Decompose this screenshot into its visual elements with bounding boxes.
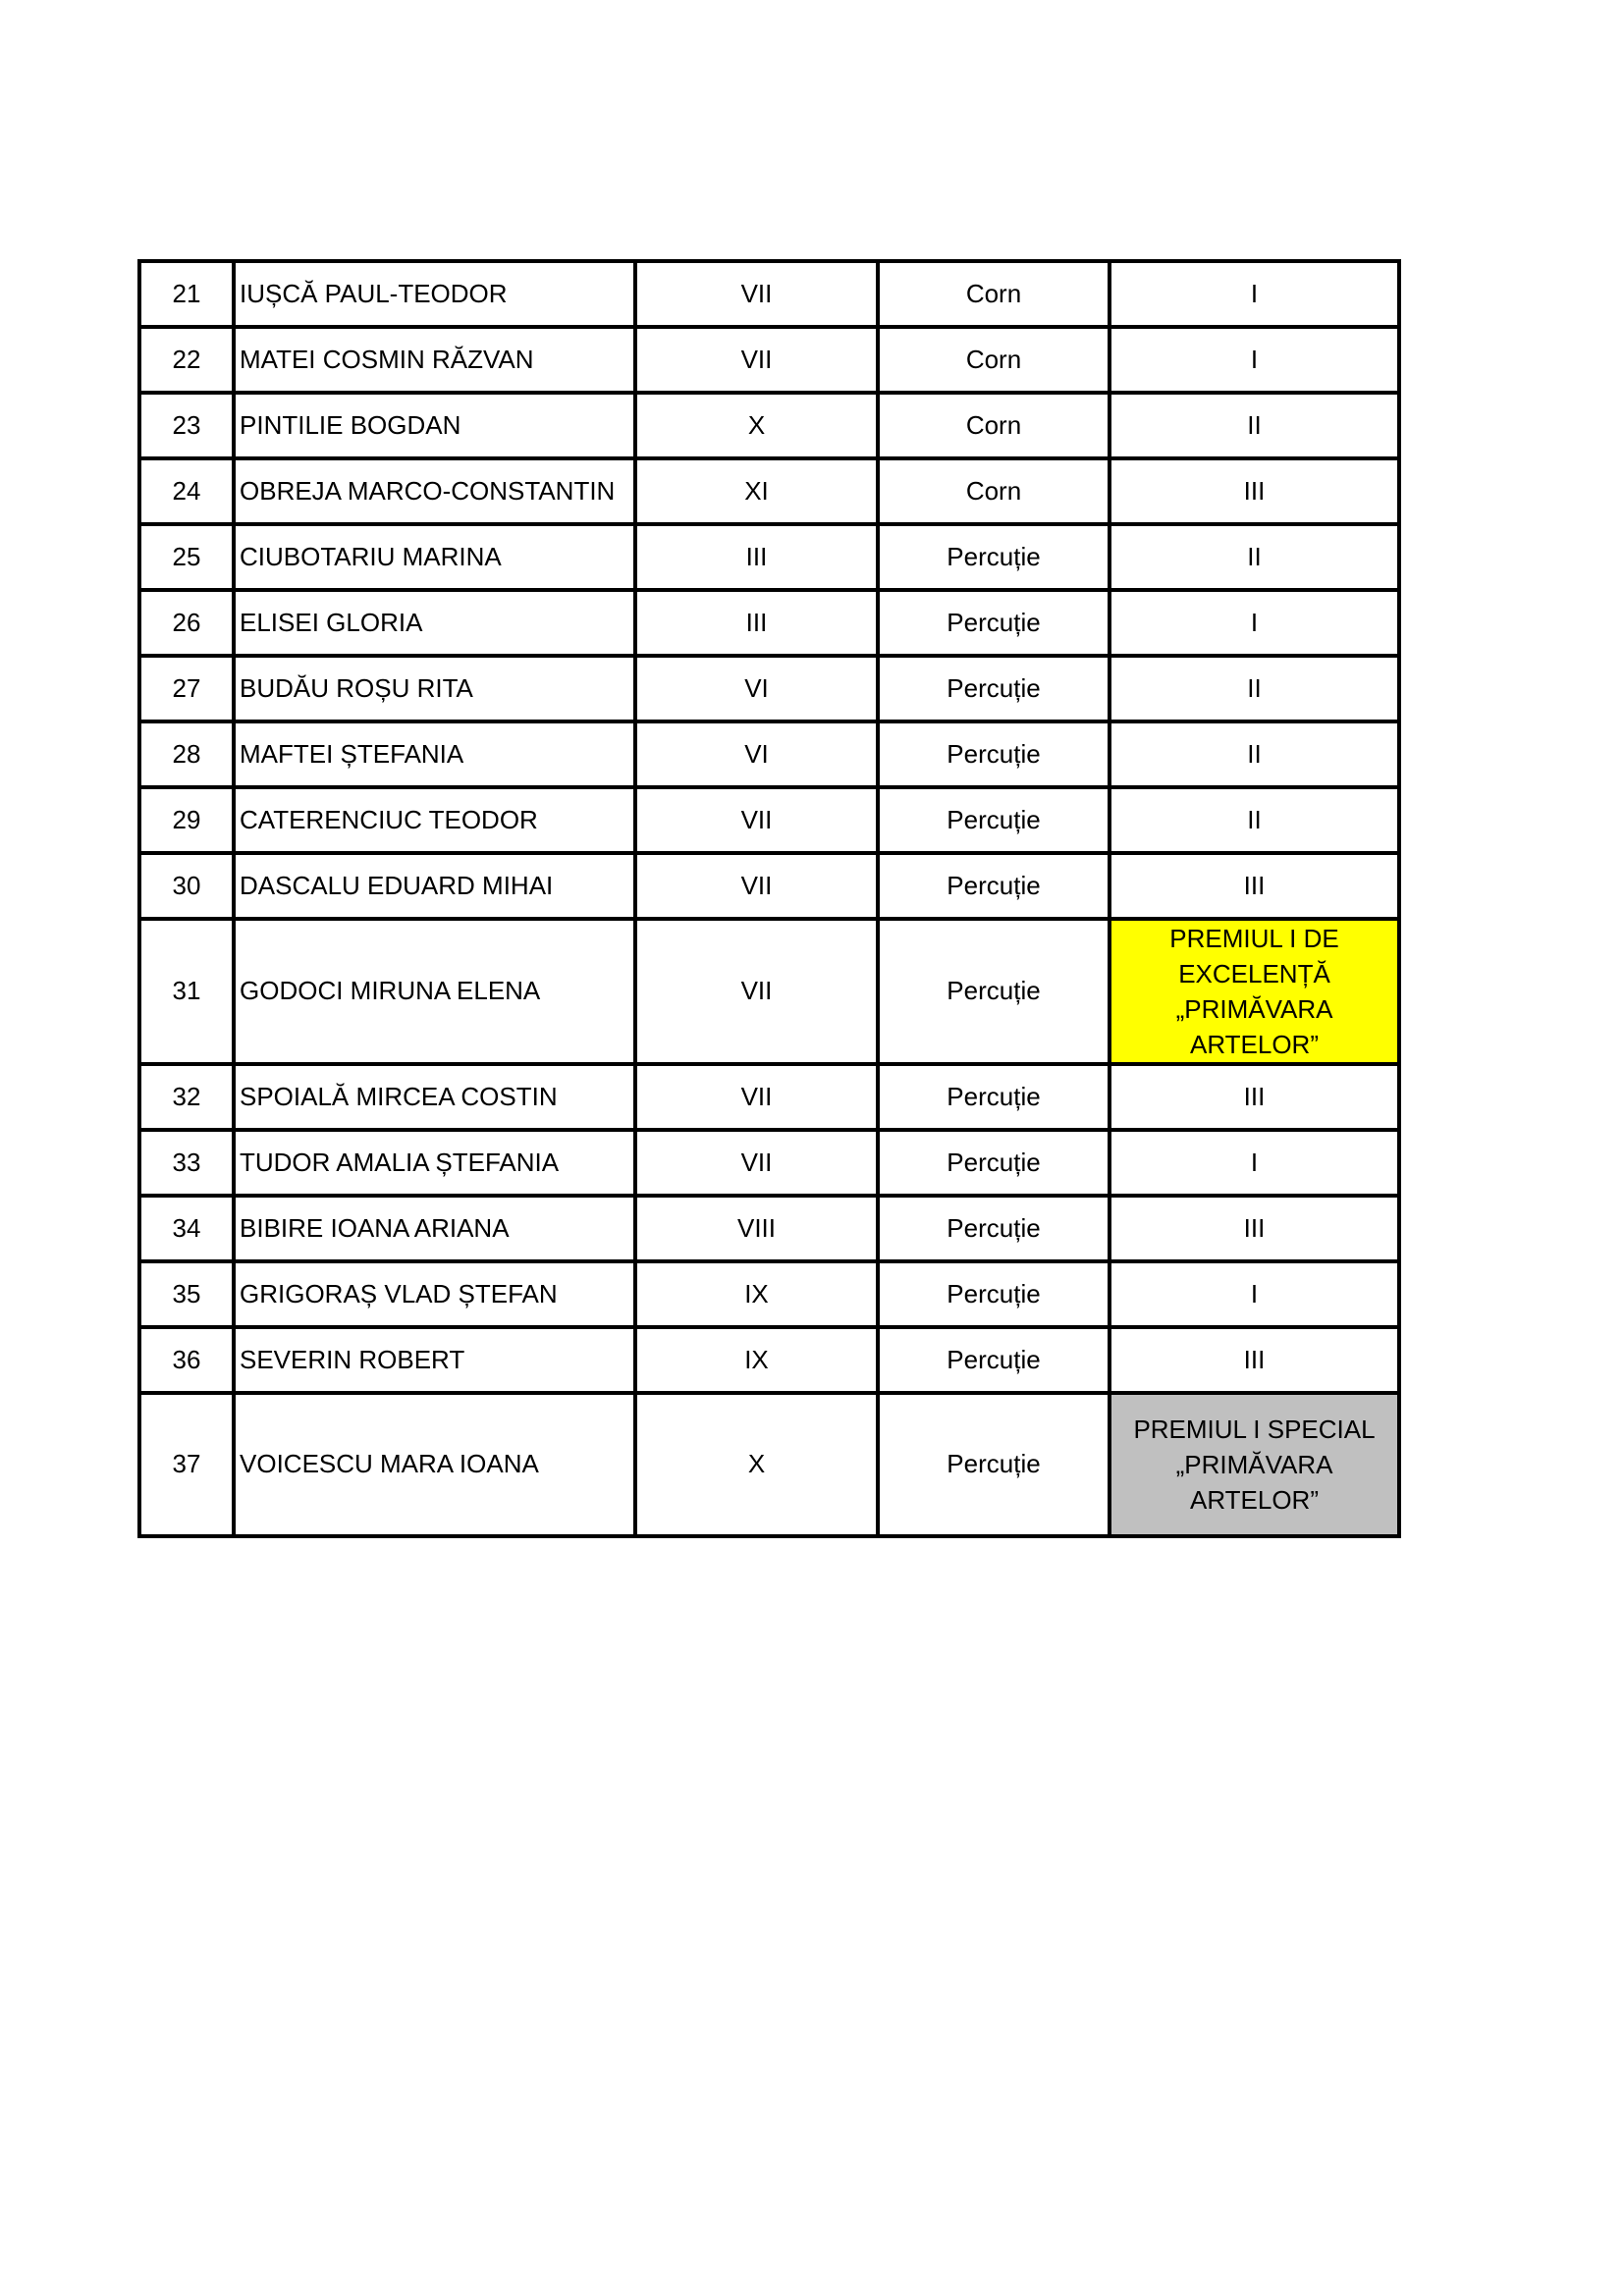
instrument: Percuție [878,721,1110,787]
class-level: IX [635,1327,878,1393]
participant-name: BIBIRE IOANA ARIANA [234,1196,635,1261]
row-number: 32 [139,1064,234,1130]
instrument: Percuție [878,1261,1110,1327]
participant-name: ELISEI GLORIA [234,590,635,656]
award-text-line: EXCELENȚĂ [1178,959,1330,988]
table-row [139,524,1399,590]
instrument: Percuție [878,1393,1110,1536]
table-row [139,853,1399,919]
instrument: Percuție [878,656,1110,721]
prize: I [1110,590,1399,656]
participant-name: GODOCI MIRUNA ELENA [234,919,635,1064]
instrument: Percuție [878,1064,1110,1130]
row-number: 28 [139,721,234,787]
prize: III [1110,1064,1399,1130]
instrument: Percuție [878,1327,1110,1393]
table-row [139,1196,1399,1261]
award-text-line: ARTELOR” [1190,1485,1319,1515]
award-text-line: PREMIUL I DE [1169,924,1339,953]
prize: III [1110,1196,1399,1261]
row-number: 35 [139,1261,234,1327]
row-number: 21 [139,261,234,327]
instrument: Percuție [878,524,1110,590]
participant-name: CIUBOTARIU MARINA [234,524,635,590]
class-level: IX [635,1261,878,1327]
participant-name: BUDĂU ROȘU RITA [234,656,635,721]
table-row [139,458,1399,524]
row-number: 33 [139,1130,234,1196]
participant-name: CATERENCIUC TEODOR [234,787,635,853]
prize: III [1110,1327,1399,1393]
row-number: 27 [139,656,234,721]
table-row [139,919,1399,1064]
row-number: 25 [139,524,234,590]
prize: I [1110,261,1399,327]
table-row [139,590,1399,656]
class-level: X [635,393,878,458]
row-number: 36 [139,1327,234,1393]
class-level: VII [635,919,878,1064]
table-row [139,1393,1399,1536]
class-level: VII [635,1130,878,1196]
table-row [139,721,1399,787]
instrument: Corn [878,458,1110,524]
prize: II [1110,787,1399,853]
prize: I [1110,1261,1399,1327]
table-row [139,393,1399,458]
participant-name: OBREJA MARCO-CONSTANTIN [234,458,635,524]
instrument: Corn [878,261,1110,327]
row-number: 29 [139,787,234,853]
class-level: VII [635,1064,878,1130]
class-level: VIII [635,1196,878,1261]
instrument: Percuție [878,590,1110,656]
table-row [139,1261,1399,1327]
instrument: Corn [878,393,1110,458]
instrument: Percuție [878,853,1110,919]
table-row [139,1130,1399,1196]
class-level: VI [635,656,878,721]
instrument: Percuție [878,1196,1110,1261]
row-number: 23 [139,393,234,458]
class-level: VII [635,787,878,853]
prize: II [1110,393,1399,458]
prize: II [1110,524,1399,590]
table-row [139,327,1399,393]
prize: I [1110,327,1399,393]
results-table [137,259,1401,1538]
award-text-line: ARTELOR” [1190,1030,1319,1059]
class-level: X [635,1393,878,1536]
table-row [139,787,1399,853]
row-number: 24 [139,458,234,524]
prize: II [1110,656,1399,721]
class-level: III [635,524,878,590]
participant-name: GRIGORAȘ VLAD ȘTEFAN [234,1261,635,1327]
instrument: Corn [878,327,1110,393]
participant-name: IUȘCĂ PAUL-TEODOR [234,261,635,327]
participant-name: MATEI COSMIN RĂZVAN [234,327,635,393]
excellence-award-badge [1110,919,1399,1064]
class-level: VII [635,853,878,919]
row-number: 26 [139,590,234,656]
row-number: 30 [139,853,234,919]
table-row [139,1327,1399,1393]
table-row [139,1064,1399,1130]
participant-name: DASCALU EDUARD MIHAI [234,853,635,919]
award-text-line: „PRIMĂVARA [1175,1450,1333,1479]
instrument: Percuție [878,1130,1110,1196]
participant-name: VOICESCU MARA IOANA [234,1393,635,1536]
class-level: VI [635,721,878,787]
row-number: 34 [139,1196,234,1261]
prize: II [1110,721,1399,787]
participant-name: SEVERIN ROBERT [234,1327,635,1393]
participant-name: SPOIALĂ MIRCEA COSTIN [234,1064,635,1130]
table-row [139,261,1399,327]
award-text-line: PREMIUL I SPECIAL [1133,1415,1376,1444]
participant-name: MAFTEI ȘTEFANIA [234,721,635,787]
instrument: Percuție [878,787,1110,853]
row-number: 22 [139,327,234,393]
instrument: Percuție [878,919,1110,1064]
prize: III [1110,853,1399,919]
class-level: XI [635,458,878,524]
table-row [139,656,1399,721]
participant-name: PINTILIE BOGDAN [234,393,635,458]
special-award-badge [1110,1393,1399,1536]
class-level: VII [635,261,878,327]
class-level: III [635,590,878,656]
award-text-line: „PRIMĂVARA [1175,994,1333,1024]
class-level: VII [635,327,878,393]
row-number: 31 [139,919,234,1064]
participant-name: TUDOR AMALIA ȘTEFANIA [234,1130,635,1196]
prize: I [1110,1130,1399,1196]
prize: III [1110,458,1399,524]
row-number: 37 [139,1393,234,1536]
